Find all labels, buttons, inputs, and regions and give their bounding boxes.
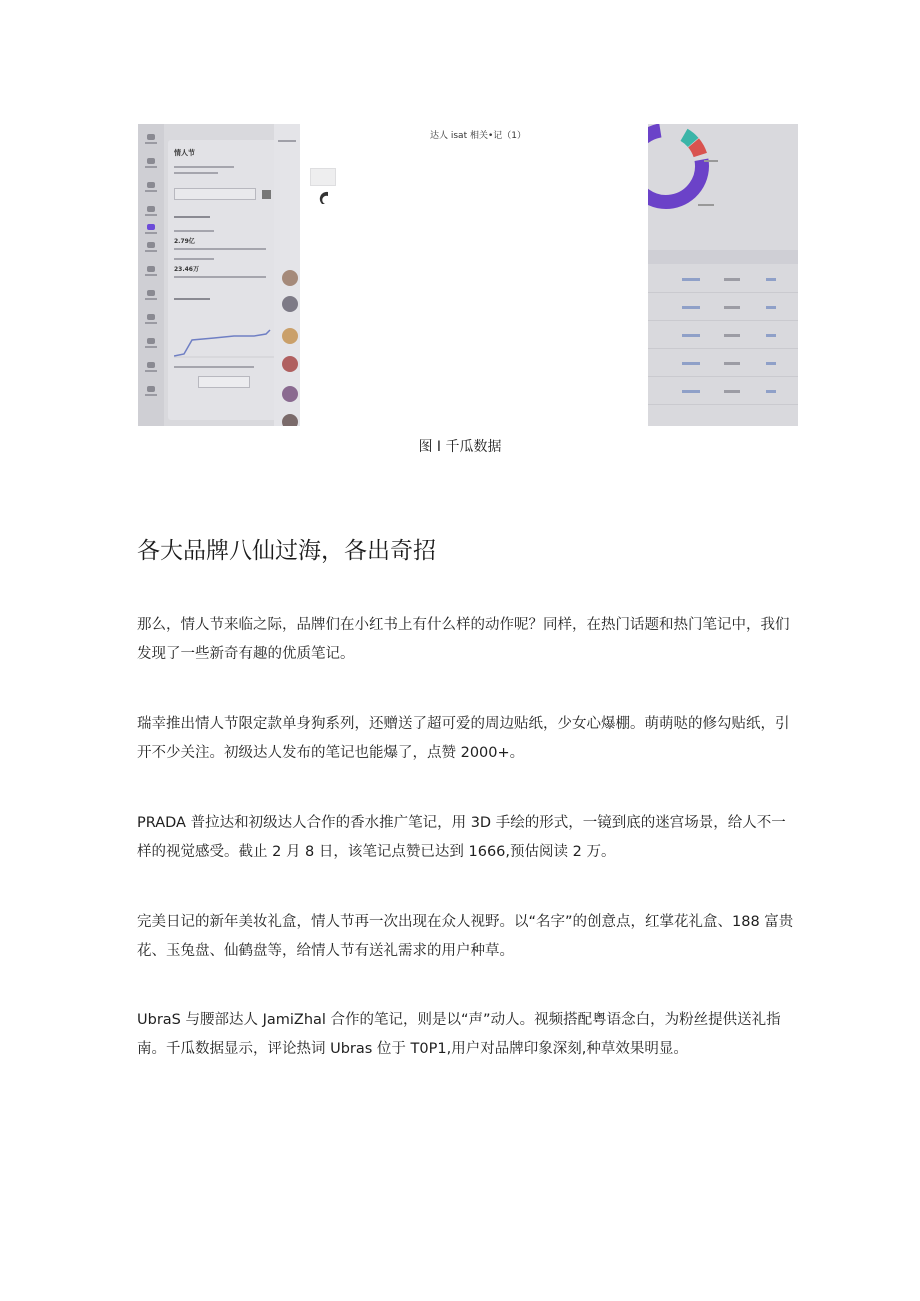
text-placeholder <box>174 258 214 260</box>
nav-icon <box>144 158 158 172</box>
text-placeholder <box>174 298 210 300</box>
table-row <box>648 348 798 349</box>
nav-icon <box>144 338 158 352</box>
paragraph-4: 完美日记的新年美妆礼盒，情人节再一次出现在众人视野。以“名字”的创意点，红掌花礼盒、188 富贵花、玉兔盘、仙鹤盘等，给情人节有送礼需求的用户种草。 <box>137 914 794 959</box>
figure-avatar-column <box>274 124 300 426</box>
text-placeholder <box>174 230 214 232</box>
table-cell <box>724 306 740 309</box>
nav-icon <box>144 182 158 196</box>
table-cell <box>724 278 740 281</box>
text-placeholder <box>174 166 234 168</box>
avatar <box>282 356 298 372</box>
figure-caption: 图 I 千瓜数据 <box>418 439 502 455</box>
figure-right-panel <box>648 124 798 426</box>
table-cell <box>682 362 700 365</box>
table-row <box>648 292 798 293</box>
table-cell <box>724 334 740 337</box>
small-thumbnail <box>310 168 336 186</box>
input-placeholder <box>174 188 256 200</box>
nav-icon <box>144 206 158 220</box>
table-cell <box>682 390 700 393</box>
small-icon <box>318 190 332 212</box>
table-cell <box>766 390 776 393</box>
nav-icon <box>144 386 158 400</box>
paragraph-1: 那么，情人节来临之际，品牌们在小红书上有什么样的动作呢？同样，在热门话题和热门笔记中，我们发现了一些新奇有趣的优质笔记。 <box>137 617 790 662</box>
paragraph-3: PRADA 普拉达和初级达人合作的香水推广笔记，用 3D 手绘的形式，一镜到底的迷宫场景，给人不一样的视觉感受。截止 2 月 8 日，该笔记点赞已达到 1666,预估阅读 2 万。 <box>137 815 786 860</box>
legend-placeholder <box>698 204 714 206</box>
table-cell <box>766 362 776 365</box>
text-placeholder <box>174 172 218 174</box>
donut-chart <box>648 124 728 224</box>
text-placeholder <box>174 248 266 250</box>
section-heading: 各大品牌八仙过海，各出奇招 <box>137 538 436 564</box>
avatar <box>282 414 298 426</box>
figure-left-panel <box>138 124 300 426</box>
avatar <box>282 328 298 344</box>
nav-icon <box>144 242 158 256</box>
nav-icon <box>144 134 158 148</box>
table-header <box>648 250 798 264</box>
nav-icon <box>144 266 158 280</box>
screenshot-figure <box>138 124 798 426</box>
qr-icon <box>262 190 271 199</box>
table-cell <box>766 278 776 281</box>
table-cell <box>766 334 776 337</box>
avatar <box>282 386 298 402</box>
table-row <box>648 320 798 321</box>
nav-icon <box>144 362 158 376</box>
table-cell <box>724 362 740 365</box>
avatar <box>282 296 298 312</box>
text-placeholder <box>174 366 254 368</box>
text-placeholder <box>278 140 296 142</box>
nav-icon <box>144 314 158 328</box>
avatar <box>282 270 298 286</box>
legend-placeholder <box>704 160 718 162</box>
text-placeholder <box>174 276 266 278</box>
figure-sidebar-rail <box>138 124 164 426</box>
table-cell <box>682 334 700 337</box>
metric-value: 23.46万 <box>174 266 199 273</box>
table-row <box>648 404 798 405</box>
topic-card-title: 情人节 <box>174 149 195 157</box>
text-placeholder <box>174 216 210 218</box>
figure-top-label: 达人 isat 相关•记（1） <box>430 131 526 141</box>
nav-icon-active <box>144 224 158 238</box>
paragraph-5: UbraS 与腰部达人 JamiZhal 合作的笔记，则是以“声”动人。视频搭配粤语念白，为粉丝提供送礼指南。千瓜数据显示，评论热词 Ubras 位于 T0P1,用户对品牌印象深刻,种草效果明显。 <box>137 1012 781 1057</box>
table-cell <box>724 390 740 393</box>
metric-value: 2.79亿 <box>174 238 195 245</box>
table-row <box>648 376 798 377</box>
paragraph-2: 瑞幸推出情人节限定款单身狗系列，还赠送了超可爱的周边贴纸，少女心爆棚。萌萌哒的修勾贴纸，引开不少关注。初级达人发布的笔记也能爆了，点赞 2000+。 <box>137 716 790 761</box>
nav-icon <box>144 290 158 304</box>
table-cell <box>766 306 776 309</box>
table-cell <box>682 306 700 309</box>
card-button-placeholder <box>198 376 250 388</box>
table-cell <box>682 278 700 281</box>
figure-topic-card <box>168 140 288 420</box>
sparkline-chart <box>174 328 274 358</box>
